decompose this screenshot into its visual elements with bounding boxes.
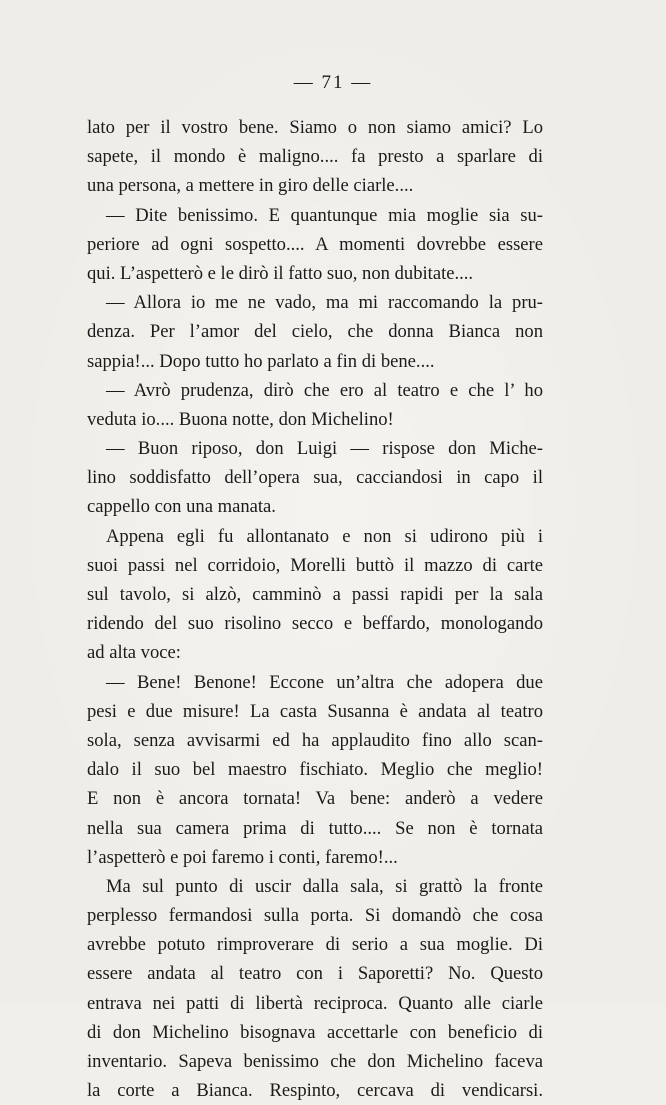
text-line: l’aspetterò e poi faremo i conti, faremo!...: [87, 846, 398, 868]
text-line: sul tavolo, si alzò, camminò a passi rapidi per la sala: [87, 584, 543, 605]
text-line: perplesso fermandosi sulla porta. Si domandò che cosa: [87, 905, 543, 927]
text-line: — Avrò prudenza, dirò che ero al teatro e che l’ ho: [106, 379, 543, 401]
text-line: ad alta voce:: [87, 642, 181, 664]
text-line: denza. Per l’amor del cielo, che donna Bianca non: [87, 321, 543, 343]
text-line: di don Michelino bisognava accettarle con beneficio di: [87, 1021, 543, 1043]
text-line: ridendo del suo risolino secco e beffardo, monologando: [87, 613, 543, 635]
text-line: suoi passi nel corridoio, Morelli buttò il mazzo di carte: [87, 554, 543, 576]
text-line: nella sua camera prima di tutto.... Se non è tornata: [87, 817, 543, 839]
body-text: [87, 113, 543, 1105]
text-line: qui. L’aspetterò e le dirò il fatto suo, non dubitate....: [87, 262, 474, 284]
text-line: — Buon riposo, don Luigi — rispose don Miche-: [106, 438, 543, 460]
text-line: lato per il vostro bene. Siamo o non siamo amici? Lo: [87, 117, 543, 138]
text-line: veduta io.... Buona notte, don Michelino!: [87, 408, 394, 430]
text-line: — Allora io me ne vado, ma mi raccomando la pru-: [106, 292, 543, 314]
text-line: dalo il suo bel maestro fischiato. Meglio che meglio!: [87, 759, 543, 781]
page-number: — 71 —: [293, 72, 373, 93]
text-line: E non è ancora tornata! Va bene: anderò a vedere: [87, 788, 543, 810]
text-line: — Dite benissimo. E quantunque mia moglie sia su-: [106, 204, 543, 226]
text-line: inventario. Sapeva benissimo che don Michelino faceva: [87, 1051, 543, 1072]
text-line: — Bene! Benone! Eccone un’altra che adopera due: [106, 671, 543, 693]
text-line: avrebbe potuto rimproverare di serio a sua moglie. Di: [87, 934, 543, 956]
text-line: sapete, il mondo è maligno.... fa presto a sparlare di: [87, 146, 543, 168]
text-line: sappia!... Dopo tutto ho parlato a fin di bene....: [87, 350, 435, 372]
text-line: Ma sul punto di uscir dalla sala, si grattò la fronte: [106, 875, 543, 897]
text-line: periore ad ogni sospetto.... A momenti dovrebbe essere: [87, 233, 543, 255]
text-line: Appena egli fu allontanato e non si udirono più i: [106, 525, 543, 547]
text-line: entrava nei patti di libertà reciproca. Quanto alle ciarle: [87, 992, 543, 1014]
text-line: cappello con una manata.: [87, 496, 276, 518]
text-line: una persona, a mettere in giro delle ciarle....: [87, 175, 414, 197]
text-line: sola, senza avvisarmi ed ha applaudito fino allo scan-: [87, 729, 543, 751]
text-line: essere andata al teatro con i Saporetti? No. Questo: [87, 963, 543, 985]
text-line: lino soddisfatto dell’opera sua, cacciandosi in capo il: [87, 467, 543, 489]
text-line: la corte a Bianca. Respinto, cercava di vendicarsi.: [87, 1080, 543, 1102]
text-line: pesi e due misure! La casta Susanna è andata al teatro: [87, 700, 543, 722]
